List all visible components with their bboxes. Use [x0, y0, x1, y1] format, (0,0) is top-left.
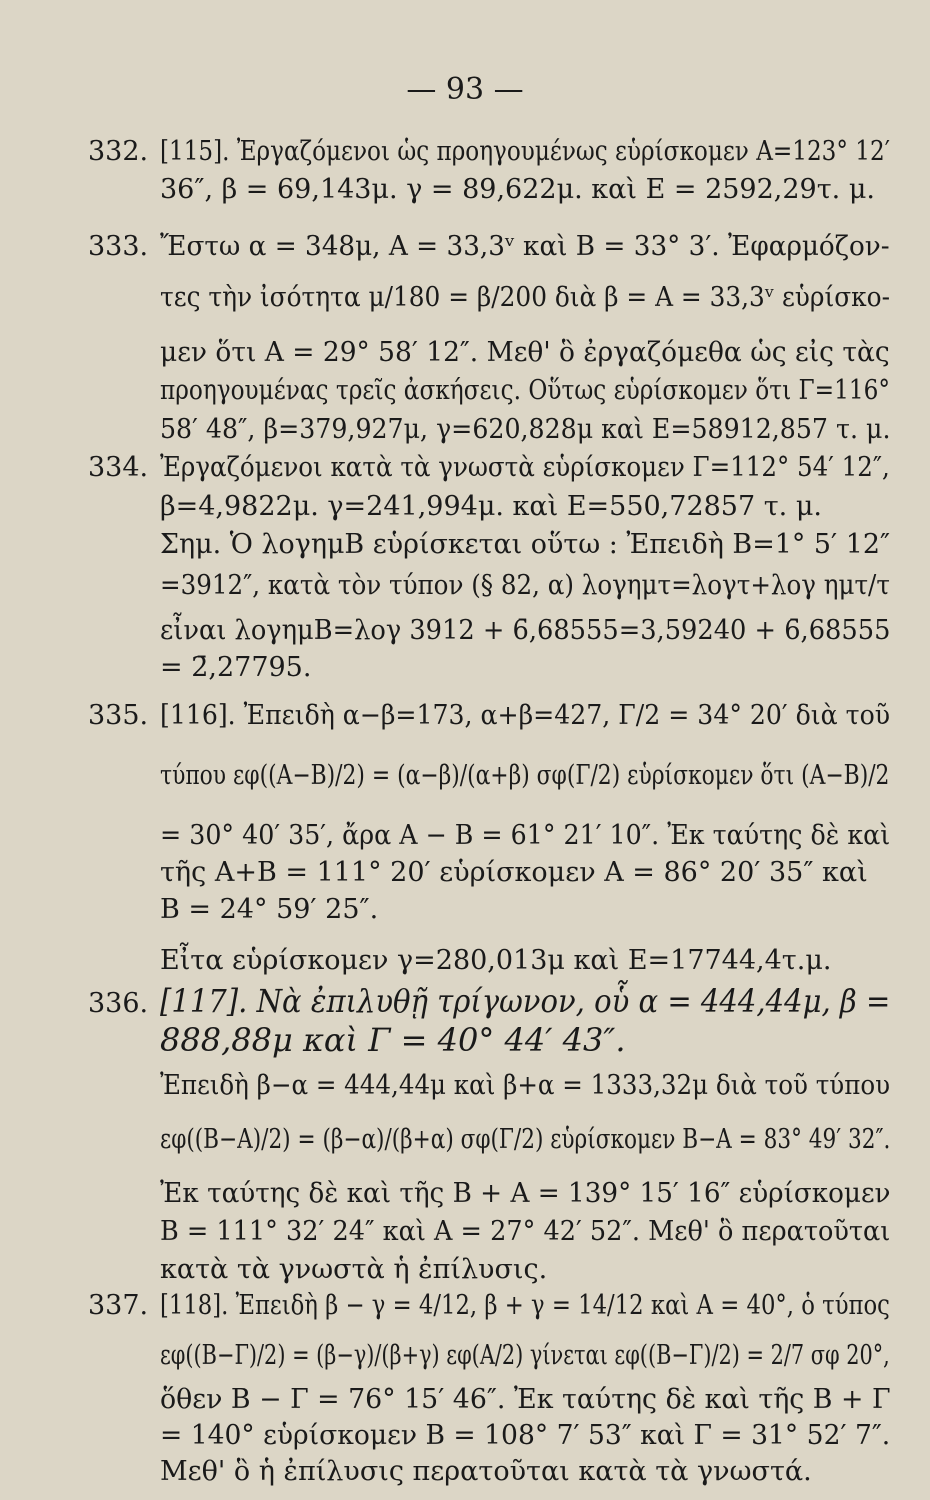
- text-line: = 2̄,27795.: [160, 652, 312, 683]
- text-line: εφ((B−A)/2) = (β−α)/(β+α) σφ(Γ/2) εὑρίσκομεν B−A = 83° 49′ 32″.: [160, 1124, 891, 1155]
- text-line: [115]. Ἐργαζόμενοι ὡς προηγουμένως εὑρίσκομεν A=123° 12′: [160, 136, 890, 167]
- text-line: 36″, β = 69,143μ. γ = 89,622μ. καὶ E = 2592,29τ. μ.: [160, 174, 875, 205]
- text-line: 58′ 48″, β=379,927μ, γ=620,828μ καὶ E=58912,857 τ. μ.: [160, 414, 891, 445]
- text-line: = 30° 40′ 35′, ἄρα A − B = 61° 21′ 10″. Ἐκ ταύτης δὲ καὶ: [160, 820, 891, 851]
- problem-number: 332.: [88, 136, 149, 167]
- text-line: προηγουμένας τρεῖς ἀσκήσεις. Οὕτως εὑρίσκομεν ὅτι Γ=116°: [160, 375, 890, 406]
- problem-statement: 888,88μ καὶ Γ = 40° 44′ 43″.: [160, 1021, 626, 1059]
- problem-number: 333.: [88, 231, 149, 262]
- problem-number: 335.: [88, 700, 149, 731]
- text-line: [118]. Ἐπειδὴ β − γ = 4/12, β + γ = 14/12 καὶ A = 40°, ὁ τύπος: [160, 1290, 890, 1321]
- problem-statement: [117]. Νὰ ἐπιλυθῇ τρίγωνον, οὗ α = 444,44μ, β =: [160, 982, 891, 1020]
- text-line: Σημ. Ὁ λογημB εὑρίσκεται οὕτω : Ἐπειδὴ B=1° 5′ 12″: [160, 529, 891, 560]
- text-line: = 140° εὑρίσκομεν B = 108° 7′ 53″ καὶ Γ = 31° 52′ 7″.: [160, 1420, 891, 1451]
- text-line: [116]. Ἐπειδὴ α−β=173, α+β=427, Γ/2 = 34° 20′ διὰ τοῦ: [160, 700, 891, 731]
- problem-number: 337.: [88, 1290, 149, 1321]
- text-line: Ἐργαζόμενοι κατὰ τὰ γνωστὰ εὑρίσκομεν Γ=112° 54′ 12″,: [160, 452, 890, 483]
- text-line: εφ((B−Γ)/2) = (β−γ)/(β+γ) εφ(A/2) γίνεται εφ((B−Γ)/2) = 2/7 σφ 20°,: [160, 1340, 890, 1371]
- text-line: Εἶτα εὑρίσκομεν γ=280,013μ καὶ E=17744,4τ.μ.: [160, 945, 832, 976]
- text-line: B = 111° 32′ 24″ καὶ A = 27° 42′ 52″. Μεθ' ὃ περατοῦται: [160, 1216, 891, 1247]
- text-line: Ἔστω α = 348μ, A = 33,3ᵛ καὶ B = 33° 3′. Ἐφαρμόζον-: [160, 231, 890, 262]
- text-line: μεν ὅτι A = 29° 58′ 12″. Μεθ' ὃ ἐργαζόμεθα ὡς εἰς τὰς: [160, 337, 890, 368]
- text-line: Μεθ' ὃ ἡ ἐπίλυσις περατοῦται κατὰ τὰ γνωστά.: [160, 1456, 812, 1487]
- text-line: τύπου εφ((A−B)/2) = (α−β)/(α+β) σφ(Γ/2) εὑρίσκομεν ὅτι (A−B)/2: [160, 760, 890, 791]
- text-line: β=4,9822μ. γ=241,994μ. καὶ E=550,72857 τ. μ.: [160, 491, 822, 522]
- text-line: ὅθεν B − Γ = 76° 15′ 46″. Ἐκ ταύτης δὲ καὶ τῆς B + Γ: [160, 1384, 891, 1415]
- problem-number: 336.: [88, 988, 149, 1019]
- text-line: Ἐπειδὴ β−α = 444,44μ καὶ β+α = 1333,32μ διὰ τοῦ τύπου: [160, 1070, 891, 1101]
- text-line: κατὰ τὰ γνωστὰ ἡ ἐπίλυσις.: [160, 1254, 548, 1285]
- text-line: =3912″, κατὰ τὸν τύπον (§ 82, α) λογημτ=λογτ+λογ ημτ/τ: [160, 570, 890, 601]
- text-line: B = 24° 59′ 25″.: [160, 894, 379, 925]
- page-number: — 93 —: [406, 72, 524, 107]
- text-line: Ἐκ ταύτης δὲ καὶ τῆς B + A = 139° 15′ 16″ εὑρίσκομεν: [160, 1178, 891, 1209]
- problem-number: 334.: [88, 452, 149, 483]
- text-line: τες τὴν ἰσότητα μ/180 = β/200 διὰ β = A = 33,3ᵛ εὑρίσκο-: [160, 282, 890, 313]
- text-line: τῆς A+B = 111° 20′ εὑρίσκομεν A = 86° 20′ 35″ καὶ: [160, 857, 868, 888]
- text-line: εἶναι λογημB=λογ 3912 + 6̄,68555=3,59240 + 6̄,68555: [160, 615, 891, 646]
